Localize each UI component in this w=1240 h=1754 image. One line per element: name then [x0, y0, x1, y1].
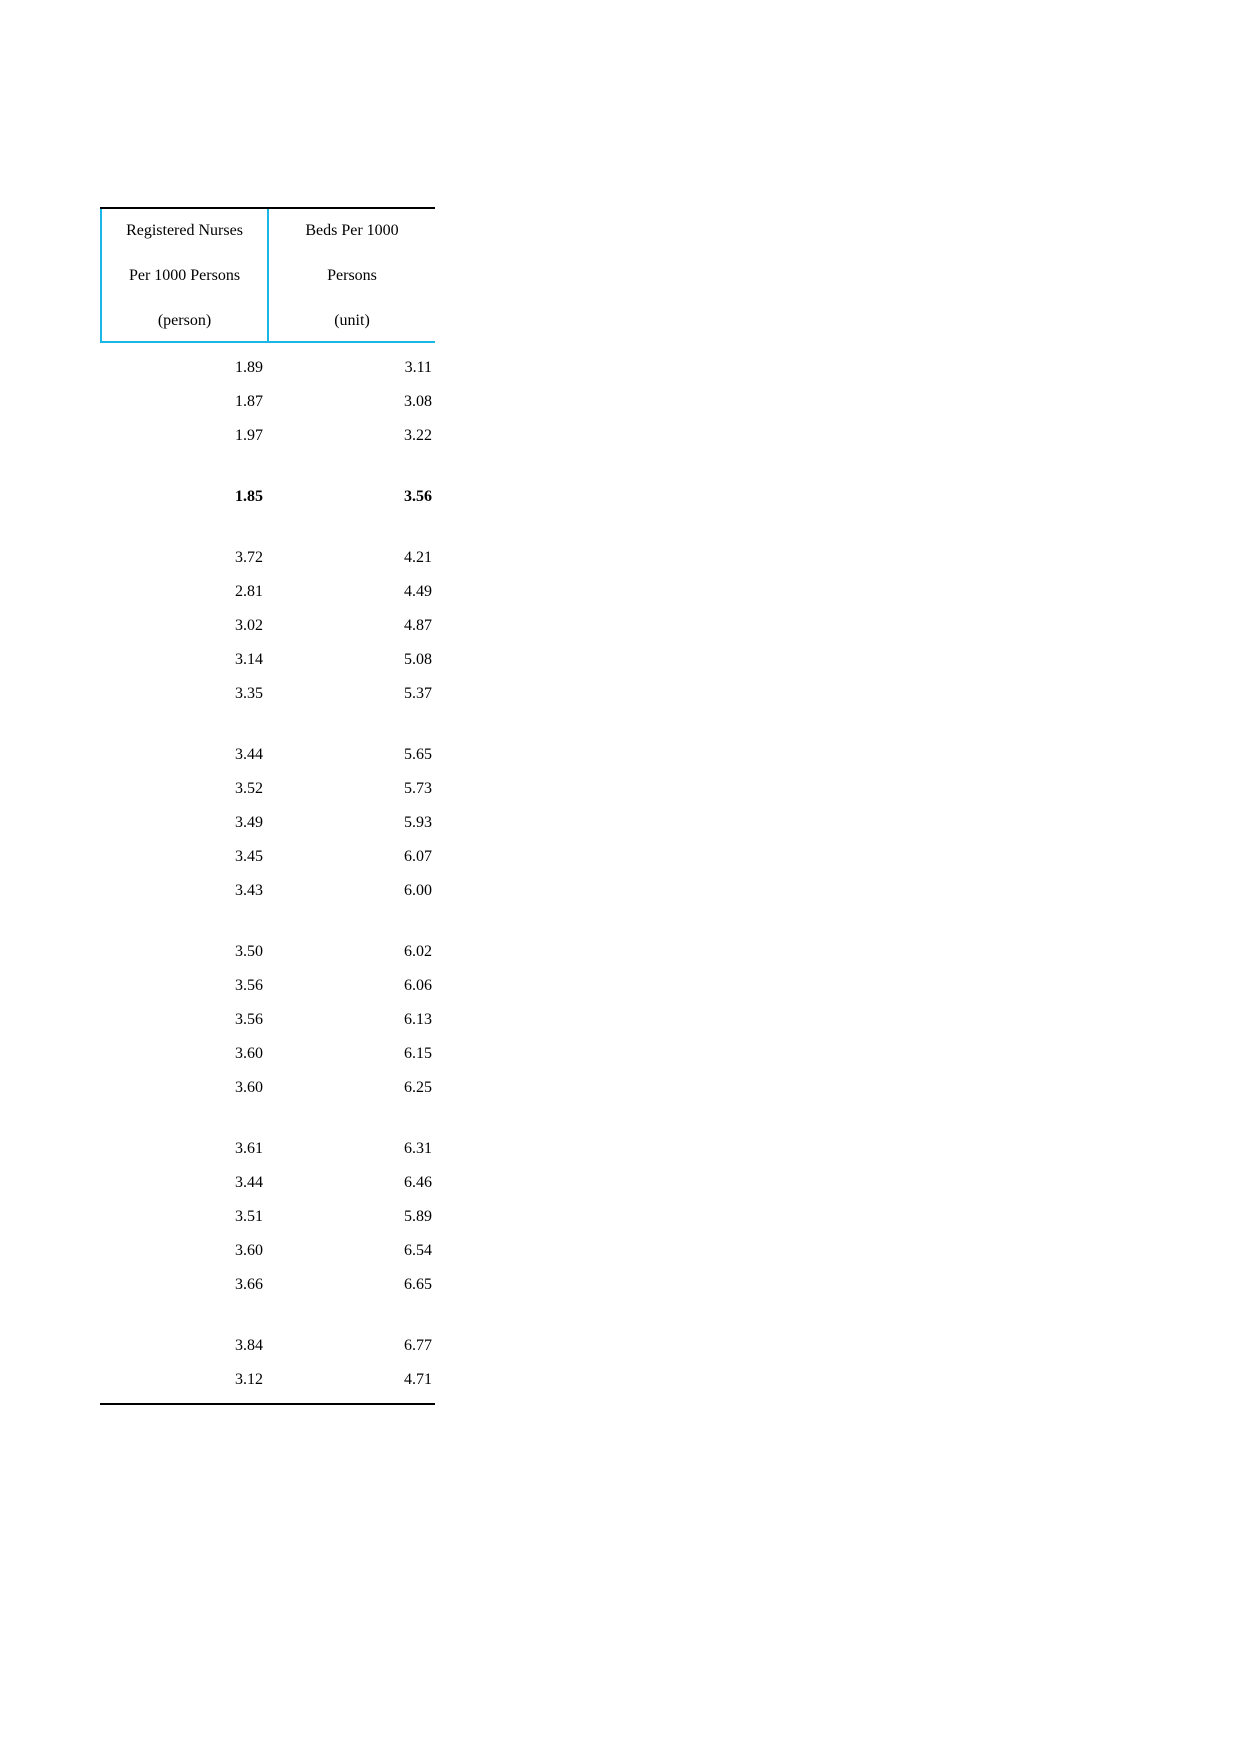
- beds-cell: 6.15: [404, 1045, 432, 1062]
- table-row: [100, 1132, 435, 1166]
- nurses-cell: 3.45: [235, 848, 263, 865]
- table-row: [100, 806, 435, 840]
- nurses-cell: 3.50: [235, 943, 263, 960]
- nurses-cell: 3.35: [235, 685, 263, 702]
- nurses-cell: 3.66: [235, 1276, 263, 1293]
- nurses-cell: 3.44: [235, 746, 263, 763]
- nurses-cell: 1.97: [235, 427, 263, 444]
- header-line: (person): [157, 312, 212, 329]
- header-registered-nurses: [100, 209, 269, 341]
- table-header: [100, 207, 435, 343]
- table-row: [100, 677, 435, 711]
- beds-cell: 4.49: [404, 583, 432, 600]
- table-row: [100, 385, 435, 419]
- nurses-cell: 3.61: [235, 1140, 263, 1157]
- table-body: [100, 343, 435, 1405]
- beds-cell: 4.87: [404, 617, 432, 634]
- table-row: [100, 1003, 435, 1037]
- beds-cell: 6.06: [404, 977, 432, 994]
- beds-cell: 3.08: [404, 393, 432, 410]
- beds-cell: 6.54: [404, 1242, 432, 1259]
- nurses-cell: 1.87: [235, 393, 263, 410]
- table-row: [100, 1200, 435, 1234]
- table-row: [100, 1363, 435, 1397]
- beds-cell: 6.25: [404, 1079, 432, 1096]
- beds-cell: 6.77: [404, 1337, 432, 1354]
- table-row: [100, 874, 435, 908]
- nurses-cell: 3.51: [235, 1208, 263, 1225]
- table-row: [100, 1329, 435, 1363]
- table-row: [100, 840, 435, 874]
- table-row: [100, 935, 435, 969]
- header-beds: [269, 209, 435, 341]
- beds-cell: 6.65: [404, 1276, 432, 1293]
- table-row: [100, 1234, 435, 1268]
- nurses-cell: 3.14: [235, 651, 263, 668]
- table-row: [100, 643, 435, 677]
- table-row: [100, 1268, 435, 1302]
- nurses-cell: 3.43: [235, 882, 263, 899]
- header-line: Per 1000 Persons: [128, 267, 241, 284]
- table-row: [100, 1071, 435, 1105]
- table-row: [100, 351, 435, 385]
- nurses-cell: 3.84: [235, 1337, 263, 1354]
- beds-cell: 3.22: [404, 427, 432, 444]
- data-table: [100, 207, 435, 1405]
- nurses-cell: 3.72: [235, 549, 263, 566]
- table-row-summary: [100, 480, 435, 514]
- beds-cell: 3.56: [404, 488, 432, 505]
- table-row: [100, 969, 435, 1003]
- nurses-cell: 3.56: [235, 1011, 263, 1028]
- header-line: Persons: [327, 267, 377, 284]
- beds-cell: 5.93: [404, 814, 432, 831]
- nurses-cell: 1.85: [235, 488, 263, 505]
- table-row: [100, 1166, 435, 1200]
- nurses-cell: 3.44: [235, 1174, 263, 1191]
- beds-cell: 5.89: [404, 1208, 432, 1225]
- nurses-cell: 3.49: [235, 814, 263, 831]
- nurses-cell: 3.60: [235, 1045, 263, 1062]
- table-row: [100, 575, 435, 609]
- nurses-cell: 3.60: [235, 1079, 263, 1096]
- beds-cell: 6.31: [404, 1140, 432, 1157]
- beds-cell: 6.13: [404, 1011, 432, 1028]
- nurses-cell: 3.56: [235, 977, 263, 994]
- nurses-cell: 3.02: [235, 617, 263, 634]
- beds-cell: 6.07: [404, 848, 432, 865]
- beds-cell: 6.02: [404, 943, 432, 960]
- nurses-cell: 3.12: [235, 1371, 263, 1388]
- beds-cell: 4.21: [404, 549, 432, 566]
- table-row: [100, 738, 435, 772]
- beds-cell: 3.11: [404, 359, 432, 376]
- beds-cell: 5.73: [404, 780, 432, 797]
- nurses-cell: 1.89: [235, 359, 263, 376]
- nurses-cell: 3.60: [235, 1242, 263, 1259]
- header-line: Beds Per 1000: [305, 222, 399, 239]
- beds-cell: 4.71: [404, 1371, 432, 1388]
- nurses-cell: 2.81: [235, 583, 263, 600]
- table-row: [100, 772, 435, 806]
- header-line: (unit): [334, 312, 370, 329]
- table-row: [100, 541, 435, 575]
- beds-cell: 5.37: [404, 685, 432, 702]
- beds-cell: 5.08: [404, 651, 432, 668]
- table-row: [100, 419, 435, 453]
- header-line: Registered Nurses: [126, 222, 243, 239]
- beds-cell: 6.46: [404, 1174, 432, 1191]
- table-row: [100, 609, 435, 643]
- nurses-cell: 3.52: [235, 780, 263, 797]
- beds-cell: 6.00: [404, 882, 432, 899]
- table-row: [100, 1037, 435, 1071]
- beds-cell: 5.65: [404, 746, 432, 763]
